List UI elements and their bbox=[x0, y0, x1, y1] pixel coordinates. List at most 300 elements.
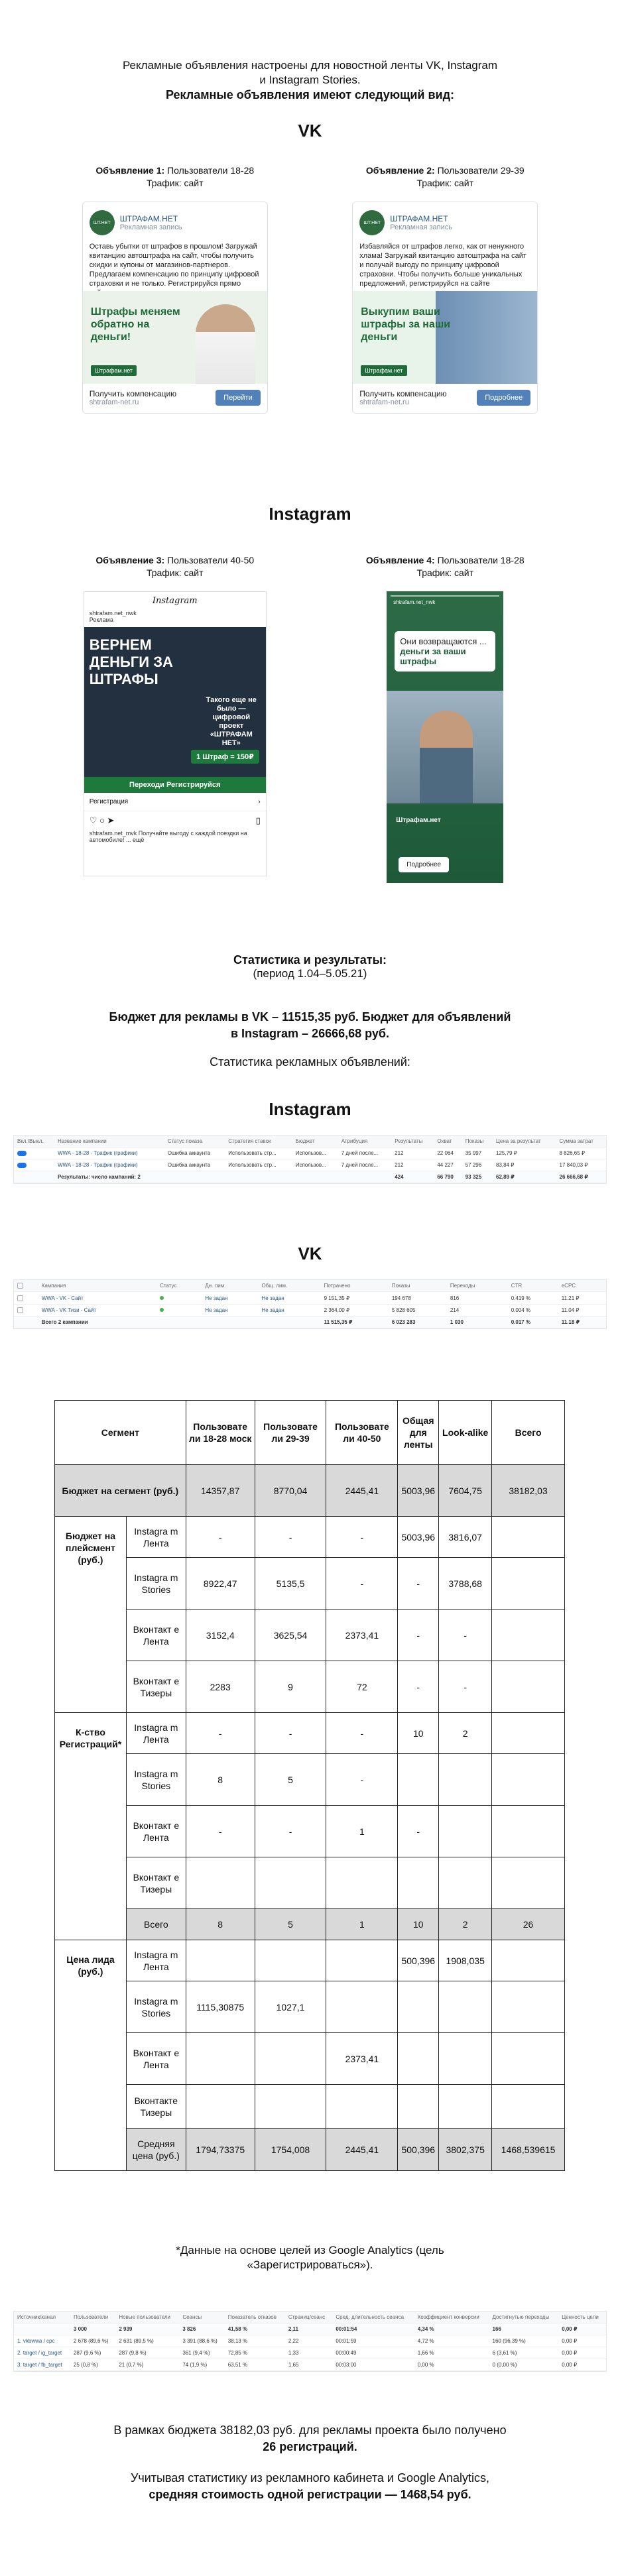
share-icon[interactable]: ➤ bbox=[107, 815, 115, 825]
cell bbox=[326, 1940, 398, 1981]
summary-row bbox=[55, 1517, 565, 1558]
ad-text: Оставь убытки от штрафов в прошлом! Загружай квитанцию автоштрафа на сайт, чтобы получить скидки и купоны от магазинов-партнеров. Предлагаем компенсацию по принципу цифровой страховки и не только. Регистрируйся прямо bbox=[89, 243, 259, 288]
cell: 4,72 % bbox=[414, 2335, 489, 2347]
cell: 816 bbox=[447, 1292, 508, 1304]
summary-row bbox=[55, 1661, 565, 1713]
banner-brand: Штрафам.нет bbox=[361, 365, 406, 376]
vk-ad-card[interactable] bbox=[352, 202, 538, 414]
col-header[interactable]: Потрачено bbox=[321, 1280, 389, 1292]
chevron-right-icon: › bbox=[258, 798, 261, 805]
cell: 22 064 bbox=[434, 1147, 462, 1159]
cell: - bbox=[398, 1558, 439, 1610]
cell: 1 bbox=[326, 1909, 398, 1940]
col-header[interactable]: Вкл./Выкл. bbox=[14, 1136, 54, 1147]
cell: 125,79 ₽ bbox=[493, 1147, 556, 1159]
col-header[interactable]: CTR bbox=[508, 1280, 558, 1292]
summary-total-row bbox=[55, 2129, 565, 2171]
cell: 3802,375 bbox=[439, 2129, 492, 2171]
table-row[interactable] bbox=[14, 2347, 606, 2359]
cell: 2 678 (89,6 %) bbox=[70, 2335, 115, 2347]
ig-badge: 1 Штраф = 150₽ bbox=[191, 750, 259, 764]
cell: 7 дней после... bbox=[338, 1147, 392, 1159]
summary-row bbox=[55, 2033, 565, 2085]
stats-period: (период 1.04–5.05.21) bbox=[253, 967, 367, 980]
campaign-name[interactable]: WWA - 18-28 - Трафик (графики) bbox=[54, 1147, 164, 1159]
summary-header-row bbox=[55, 1401, 565, 1465]
cell bbox=[255, 1940, 326, 1981]
cell bbox=[492, 1713, 565, 1754]
summary-row bbox=[55, 1806, 565, 1857]
ad-caption-label: Объявление 2: bbox=[365, 165, 435, 176]
table-header-row bbox=[14, 2312, 606, 2323]
cell: 4,34 % bbox=[414, 2323, 489, 2335]
cell: 0.419 % bbox=[508, 1292, 558, 1304]
cell: 1794,73375 bbox=[186, 2129, 255, 2171]
registrations-group bbox=[55, 1713, 565, 1940]
header-cell: Пользовате ли 40-50 bbox=[326, 1401, 398, 1465]
vk-table-title: VK bbox=[298, 1244, 322, 1263]
cell: 11 515,35 ₽ bbox=[321, 1317, 389, 1328]
cell: 10 bbox=[398, 1909, 439, 1940]
cell: - bbox=[255, 1517, 326, 1558]
cell: 0.004 % bbox=[508, 1304, 558, 1316]
cell bbox=[255, 2033, 326, 2085]
col-header[interactable]: Источник/канал bbox=[14, 2312, 70, 2323]
cell: 17 840,03 ₽ bbox=[556, 1159, 607, 1171]
cell: 212 bbox=[391, 1147, 434, 1159]
status-dot-icon bbox=[160, 1308, 164, 1312]
cell bbox=[492, 1558, 565, 1610]
ig-feed-card[interactable] bbox=[84, 591, 267, 876]
cell: - bbox=[398, 1610, 439, 1661]
cell bbox=[186, 2033, 255, 2085]
header-cell: Сегмент bbox=[55, 1401, 186, 1465]
col-header[interactable]: Новые пользователи bbox=[115, 2312, 179, 2323]
budget-vk: Бюджет для рекламы в VK – 11515,35 руб. Бюджет для объявлений bbox=[109, 1010, 511, 1024]
cell: 11.21 ₽ bbox=[558, 1292, 606, 1304]
table-row[interactable] bbox=[14, 2335, 606, 2347]
placement-name: Instagra m Лента bbox=[126, 1940, 186, 1981]
cell bbox=[326, 2085, 398, 2129]
col-header[interactable]: Показатель отказов bbox=[225, 2312, 285, 2323]
story-brand: Штрафам.нет bbox=[396, 817, 441, 824]
page-sub: Рекламная запись bbox=[390, 223, 452, 231]
cell: 21 (0,7 %) bbox=[115, 2359, 179, 2371]
link-title: Получить компенсацию bbox=[359, 389, 447, 398]
cell bbox=[398, 2085, 439, 2129]
cell: 00:00:49 bbox=[332, 2347, 414, 2359]
banner-person-image bbox=[196, 304, 255, 384]
cell: 5003,96 bbox=[398, 1465, 439, 1517]
summary-row bbox=[55, 1610, 565, 1661]
ig-username[interactable]: shtrafam.net_nwk bbox=[89, 610, 137, 616]
ad-banner[interactable] bbox=[353, 291, 537, 384]
ad-caption-audience: Пользователи 18-28 bbox=[167, 165, 255, 176]
story-bubble bbox=[395, 631, 495, 672]
cell: 5135,5 bbox=[255, 1558, 326, 1610]
cell bbox=[492, 1517, 565, 1558]
cell: 0,00 % bbox=[414, 2359, 489, 2371]
ad-caption bbox=[76, 554, 275, 579]
cell: Результаты: число кампаний: 2 bbox=[54, 1171, 164, 1183]
cell bbox=[492, 1940, 565, 1981]
source-link[interactable]: 1. vkbwwa / cpc bbox=[14, 2335, 70, 2347]
cell: 8922,47 bbox=[186, 1558, 255, 1610]
banner-brand: Штрафам.нет bbox=[91, 365, 137, 376]
cell: 26 666,68 ₽ bbox=[556, 1171, 607, 1183]
cell: 5 bbox=[255, 1754, 326, 1806]
toggle-switch[interactable] bbox=[17, 1151, 27, 1156]
cell: 11.04 ₽ bbox=[558, 1304, 606, 1316]
ad-caption-audience: Пользователи 29-39 bbox=[437, 165, 525, 176]
story-user[interactable]: shtrafam.net_nwk bbox=[393, 599, 436, 605]
cell: 72,85 % bbox=[225, 2347, 285, 2359]
cell: 2,22 bbox=[285, 2335, 333, 2347]
cell bbox=[492, 2085, 565, 2129]
link-title: Получить компенсацию bbox=[89, 389, 177, 398]
ig-ad-image[interactable] bbox=[84, 627, 266, 793]
link-url: shtrafam-net.ru bbox=[89, 398, 139, 406]
note-line-2: «Зарегистрироваться»). bbox=[247, 2258, 373, 2271]
col-header[interactable]: Охват bbox=[434, 1136, 462, 1147]
cell: 8 826,65 ₽ bbox=[556, 1147, 607, 1159]
comment-icon[interactable]: ○ bbox=[99, 815, 105, 825]
cell: 00:01:54 bbox=[332, 2323, 414, 2335]
placement-name: Вконтакт е Тизеры bbox=[126, 1661, 186, 1713]
col-header[interactable]: Пользователи bbox=[70, 2312, 115, 2323]
cell: Ошибка аккаунта bbox=[164, 1159, 225, 1171]
placement-name: Вконтакт е Лента bbox=[126, 1806, 186, 1857]
header-cell: Пользовате ли 18-28 моск bbox=[186, 1401, 255, 1465]
campaign-name[interactable]: WWA - 18-28 - Трафик (графики) bbox=[54, 1159, 164, 1171]
cell bbox=[326, 1981, 398, 2033]
vk-ad-1 bbox=[76, 164, 275, 414]
cell: 14357,87 bbox=[186, 1465, 255, 1517]
cell: 1468,539615 bbox=[492, 2129, 565, 2171]
cell bbox=[186, 2085, 255, 2129]
col-header[interactable]: Цена за результат bbox=[493, 1136, 556, 1147]
cell: 2373,41 bbox=[326, 2033, 398, 2085]
col-header[interactable]: Статус показа bbox=[164, 1136, 225, 1147]
vk-ad-card[interactable] bbox=[82, 202, 268, 414]
cell: 2 bbox=[439, 1713, 492, 1754]
cell: 3788,68 bbox=[439, 1558, 492, 1610]
cell: - bbox=[186, 1713, 255, 1754]
col-header[interactable]: Сумма затрат bbox=[556, 1136, 607, 1147]
cell: - bbox=[255, 1713, 326, 1754]
col-header[interactable]: Показы bbox=[462, 1136, 493, 1147]
story-progress bbox=[391, 595, 499, 597]
cell: 8 bbox=[186, 1909, 255, 1940]
ad-banner[interactable] bbox=[83, 291, 267, 384]
status-dot-icon bbox=[160, 1296, 164, 1300]
cell bbox=[439, 1806, 492, 1857]
ad-traffic: Трафик: сайт bbox=[416, 567, 474, 578]
cell: - bbox=[186, 1806, 255, 1857]
cell: - bbox=[326, 1713, 398, 1754]
cell: Всего 2 кампании bbox=[38, 1317, 156, 1328]
select-all-checkbox[interactable] bbox=[17, 1283, 23, 1289]
heart-icon[interactable]: ♡ bbox=[89, 815, 97, 825]
col-header[interactable]: Показы bbox=[389, 1280, 447, 1292]
row-label: Бюджет на сегмент (руб.) bbox=[55, 1465, 186, 1517]
campaign-name[interactable]: WWA - VK Тизи - Сайт bbox=[38, 1304, 156, 1316]
budget-ig: в Instagram – 26666,68 руб. bbox=[230, 1027, 390, 1040]
cell: 25 (0,8 %) bbox=[70, 2359, 115, 2371]
cell bbox=[186, 1940, 255, 1981]
bookmark-icon[interactable]: ▯ bbox=[255, 815, 261, 825]
ad-caption-audience: Пользователи 40-50 bbox=[167, 555, 255, 565]
cell: 44 227 bbox=[434, 1159, 462, 1171]
summary-row bbox=[55, 1558, 565, 1610]
cell: 287 (9,8 %) bbox=[115, 2347, 179, 2359]
col-header[interactable]: Общ. лим. bbox=[259, 1280, 321, 1292]
vk-ad-2 bbox=[345, 164, 544, 414]
vk-ads-row bbox=[0, 164, 620, 414]
cell: 2 bbox=[439, 1909, 492, 1940]
cell bbox=[439, 1754, 492, 1806]
table-row[interactable] bbox=[14, 1304, 606, 1316]
ig-ad-3 bbox=[76, 554, 275, 883]
page-name[interactable]: ШТРАФАМ.НЕТ bbox=[119, 214, 178, 223]
cell: 2 364,00 ₽ bbox=[321, 1304, 389, 1316]
ig-section-title: Instagram bbox=[269, 504, 351, 524]
cell bbox=[492, 1857, 565, 1909]
cell bbox=[398, 1981, 439, 2033]
cell bbox=[492, 2033, 565, 2085]
ig-mid-text: Такого еще не было — цифровой проект «ШТРАФАМ НЕТ» bbox=[206, 696, 257, 747]
cell: 166 bbox=[489, 2323, 559, 2335]
cell: 83,84 ₽ bbox=[493, 1159, 556, 1171]
placement-name: Вконтакт е Тизеры bbox=[126, 1857, 186, 1909]
cell: 3 826 bbox=[179, 2323, 224, 2335]
cell: 66 790 bbox=[434, 1171, 462, 1183]
cell: 7604,75 bbox=[439, 1465, 492, 1517]
cell: - bbox=[326, 1754, 398, 1806]
final-line-1: В рамках бюджета 38182,03 руб. для рекламы проекта было получено bbox=[113, 2424, 507, 2437]
placement-group bbox=[55, 1517, 565, 1713]
table-header-row bbox=[14, 1136, 606, 1147]
intro-line-1: Рекламные объявления настроены для новостной ленты VK, Instagram bbox=[122, 59, 498, 72]
ig-headline: ВЕРНЕМ ДЕНЬГИ ЗА ШТРАФЫ bbox=[89, 636, 173, 687]
cell bbox=[439, 1981, 492, 2033]
placement-name: Вконтакт е Лента bbox=[126, 1610, 186, 1661]
cell: - bbox=[439, 1610, 492, 1661]
table-total-row bbox=[14, 1317, 606, 1328]
toggle-switch[interactable] bbox=[17, 1163, 27, 1168]
ad-traffic: Трафик: сайт bbox=[416, 178, 474, 188]
col-header[interactable]: Результаты bbox=[391, 1136, 434, 1147]
banner-text: Штрафы меняем обратно на деньги! bbox=[90, 306, 180, 343]
cell: 3816,07 bbox=[439, 1517, 492, 1558]
cell: 1,65 bbox=[285, 2359, 333, 2371]
cell: 194 678 bbox=[389, 1292, 447, 1304]
cell: 63,51 % bbox=[225, 2359, 285, 2371]
cell: 38182,03 bbox=[492, 1465, 565, 1517]
col-header[interactable]: Кампания bbox=[38, 1280, 156, 1292]
ig-table-title: Instagram bbox=[269, 1099, 351, 1119]
table-row[interactable] bbox=[14, 1147, 606, 1159]
col-header[interactable]: Статус bbox=[156, 1280, 202, 1292]
table-total-row bbox=[14, 1171, 606, 1183]
cell: 1754,008 bbox=[255, 2129, 326, 2171]
vk-section-title: VK bbox=[298, 121, 322, 141]
story-more-button[interactable]: Подробнее bbox=[399, 857, 449, 872]
col-header[interactable]: Достигнутые переходы bbox=[489, 2312, 559, 2323]
total-label: Средняя цена (руб.) bbox=[126, 2129, 186, 2171]
table-total-row bbox=[14, 2323, 606, 2335]
source-link[interactable]: 2. target / ig_target bbox=[14, 2347, 70, 2359]
placement-name: Instagra m Stories bbox=[126, 1981, 186, 2033]
banner-text: Выкупим ваши штрафы за наши деньги bbox=[361, 306, 451, 343]
cell: 2 631 (89,5 %) bbox=[115, 2335, 179, 2347]
placement-name: Instagra m Лента bbox=[126, 1517, 186, 1558]
table-row[interactable] bbox=[14, 1292, 606, 1304]
row-checkbox[interactable] bbox=[17, 1295, 23, 1301]
cell: Использов... bbox=[292, 1159, 338, 1171]
cell: 1 030 bbox=[447, 1317, 508, 1328]
ig-user-sub: Реклама bbox=[89, 616, 113, 623]
cell: 0,00 ₽ bbox=[558, 2335, 606, 2347]
cell: Использовать стр... bbox=[225, 1147, 292, 1159]
cell: 11.18 ₽ bbox=[558, 1317, 606, 1328]
col-header[interactable]: Дн. лим. bbox=[202, 1280, 258, 1292]
summary-row bbox=[55, 1754, 565, 1806]
col-header[interactable]: Стратегия ставок bbox=[225, 1136, 292, 1147]
placement-name: Instagra m Лента bbox=[126, 1713, 186, 1754]
cell: 0,00 ₽ bbox=[558, 2359, 606, 2371]
cell: 0,00 ₽ bbox=[558, 2323, 606, 2335]
col-header[interactable]: Коэффициент конверсии bbox=[414, 2312, 489, 2323]
cell: - bbox=[398, 1806, 439, 1857]
cell bbox=[492, 1981, 565, 2033]
total-limit[interactable]: Не задан bbox=[259, 1304, 321, 1316]
page-avatar: ШТ.НЕТ bbox=[359, 210, 385, 235]
cell: 9 151,35 ₽ bbox=[321, 1292, 389, 1304]
col-header[interactable]: Название кампании bbox=[54, 1136, 164, 1147]
ig-user[interactable] bbox=[84, 609, 266, 624]
cell: 00:03:00 bbox=[332, 2359, 414, 2371]
col-header[interactable]: Сред. длительность сеанса bbox=[332, 2312, 414, 2323]
cell: 2445,41 bbox=[326, 1465, 398, 1517]
cell: 7 дней после... bbox=[338, 1159, 392, 1171]
cell bbox=[398, 1857, 439, 1909]
col-header[interactable]: eCPC bbox=[558, 1280, 606, 1292]
summary-row bbox=[55, 1940, 565, 1981]
header-cell: Пользовате ли 29-39 bbox=[255, 1401, 326, 1465]
cell bbox=[398, 1754, 439, 1806]
page-name[interactable]: ШТРАФАМ.НЕТ bbox=[390, 214, 448, 223]
cell bbox=[439, 1857, 492, 1909]
col-header[interactable]: Переходы bbox=[447, 1280, 508, 1292]
ad-traffic: Трафик: сайт bbox=[146, 178, 204, 188]
ad-caption-label: Объявление 4: bbox=[365, 555, 435, 565]
cell bbox=[186, 1857, 255, 1909]
cell: - bbox=[186, 1517, 255, 1558]
cell: 424 bbox=[391, 1171, 434, 1183]
cell: 287 (9,6 %) bbox=[70, 2347, 115, 2359]
table-row[interactable] bbox=[14, 2359, 606, 2371]
col-header[interactable]: Атрибуция bbox=[338, 1136, 392, 1147]
summary-row bbox=[55, 1713, 565, 1754]
ad-caption-label: Объявление 3: bbox=[95, 555, 165, 565]
cell: 6 023 283 bbox=[389, 1317, 447, 1328]
budget-text bbox=[0, 1009, 620, 1042]
ad-traffic: Трафик: сайт bbox=[146, 567, 204, 578]
ig-ads-manager bbox=[0, 1135, 620, 1184]
ig-ads-row bbox=[0, 554, 620, 883]
cell bbox=[255, 2085, 326, 2129]
col-header[interactable]: Страниц/сеанс bbox=[285, 2312, 333, 2323]
row-checkbox[interactable] bbox=[17, 1307, 23, 1313]
ga-note bbox=[0, 2243, 620, 2272]
daily-limit[interactable]: Не задан bbox=[202, 1292, 258, 1304]
cell: 160 (96,39 %) bbox=[489, 2335, 559, 2347]
stats-title: Статистика и результаты: bbox=[233, 953, 387, 966]
more-button[interactable]: Подробнее bbox=[477, 390, 530, 406]
placement-name: Instagra m Stories bbox=[126, 1558, 186, 1610]
cell: 3 391 (88,6 %) bbox=[179, 2335, 224, 2347]
header-cell: Всего bbox=[492, 1401, 565, 1465]
final-line-3: Учитывая статистику из рекламного кабинета и Google Analytics, bbox=[130, 2471, 490, 2485]
daily-limit[interactable]: Не задан bbox=[202, 1304, 258, 1316]
cell: 1115,30875 bbox=[186, 1981, 255, 2033]
go-button[interactable]: Перейти bbox=[216, 390, 261, 406]
cell: 3152,4 bbox=[186, 1610, 255, 1661]
total-label: Всего bbox=[126, 1909, 186, 1940]
cell: 500,396 bbox=[398, 1940, 439, 1981]
cell: 26 bbox=[492, 1909, 565, 1940]
cell: 1,33 bbox=[285, 2347, 333, 2359]
cell bbox=[439, 2085, 492, 2129]
col-header[interactable]: Сеансы bbox=[179, 2312, 224, 2323]
cell: 74 (1,9 %) bbox=[179, 2359, 224, 2371]
cell: 00:01:59 bbox=[332, 2335, 414, 2347]
cell: 212 bbox=[391, 1159, 434, 1171]
cell: 500,396 bbox=[398, 2129, 439, 2171]
summary-row bbox=[55, 2085, 565, 2129]
cell: 214 bbox=[447, 1304, 508, 1316]
placement-name: Вконтакте Тизеры bbox=[126, 2085, 186, 2129]
cell: - bbox=[326, 1558, 398, 1610]
cell: 93 325 bbox=[462, 1171, 493, 1183]
col-header[interactable]: Бюджет bbox=[292, 1136, 338, 1147]
ad-caption bbox=[345, 554, 544, 579]
cell bbox=[398, 2033, 439, 2085]
cell: Ошибка аккаунта bbox=[164, 1147, 225, 1159]
vk-ads-manager bbox=[0, 1279, 620, 1329]
cell: 8770,04 bbox=[255, 1465, 326, 1517]
table-row[interactable] bbox=[14, 1159, 606, 1171]
cell: 5003,96 bbox=[398, 1517, 439, 1558]
intro-line-3: Рекламные объявления имеют следующий вид: bbox=[165, 88, 455, 101]
col-header[interactable]: Ценность цели bbox=[558, 2312, 606, 2323]
cell: 72 bbox=[326, 1661, 398, 1713]
ig-cta[interactable]: Регистрация bbox=[89, 798, 129, 805]
source-link[interactable]: 3. target / fb_target bbox=[14, 2359, 70, 2371]
cell bbox=[255, 1857, 326, 1909]
cell: 62,89 ₽ bbox=[493, 1171, 556, 1183]
ig-cta-row[interactable] bbox=[84, 793, 266, 811]
total-limit[interactable]: Не задан bbox=[259, 1292, 321, 1304]
group-label: К-ство Регистраций* bbox=[55, 1713, 127, 1940]
ig-story-card[interactable] bbox=[387, 591, 503, 883]
cell: 3 000 bbox=[70, 2323, 115, 2335]
cell bbox=[492, 1610, 565, 1661]
campaign-name[interactable]: WWA - VK - Сайт bbox=[38, 1292, 156, 1304]
cell: 2,11 bbox=[285, 2323, 333, 2335]
cell: Использовать стр... bbox=[225, 1159, 292, 1171]
